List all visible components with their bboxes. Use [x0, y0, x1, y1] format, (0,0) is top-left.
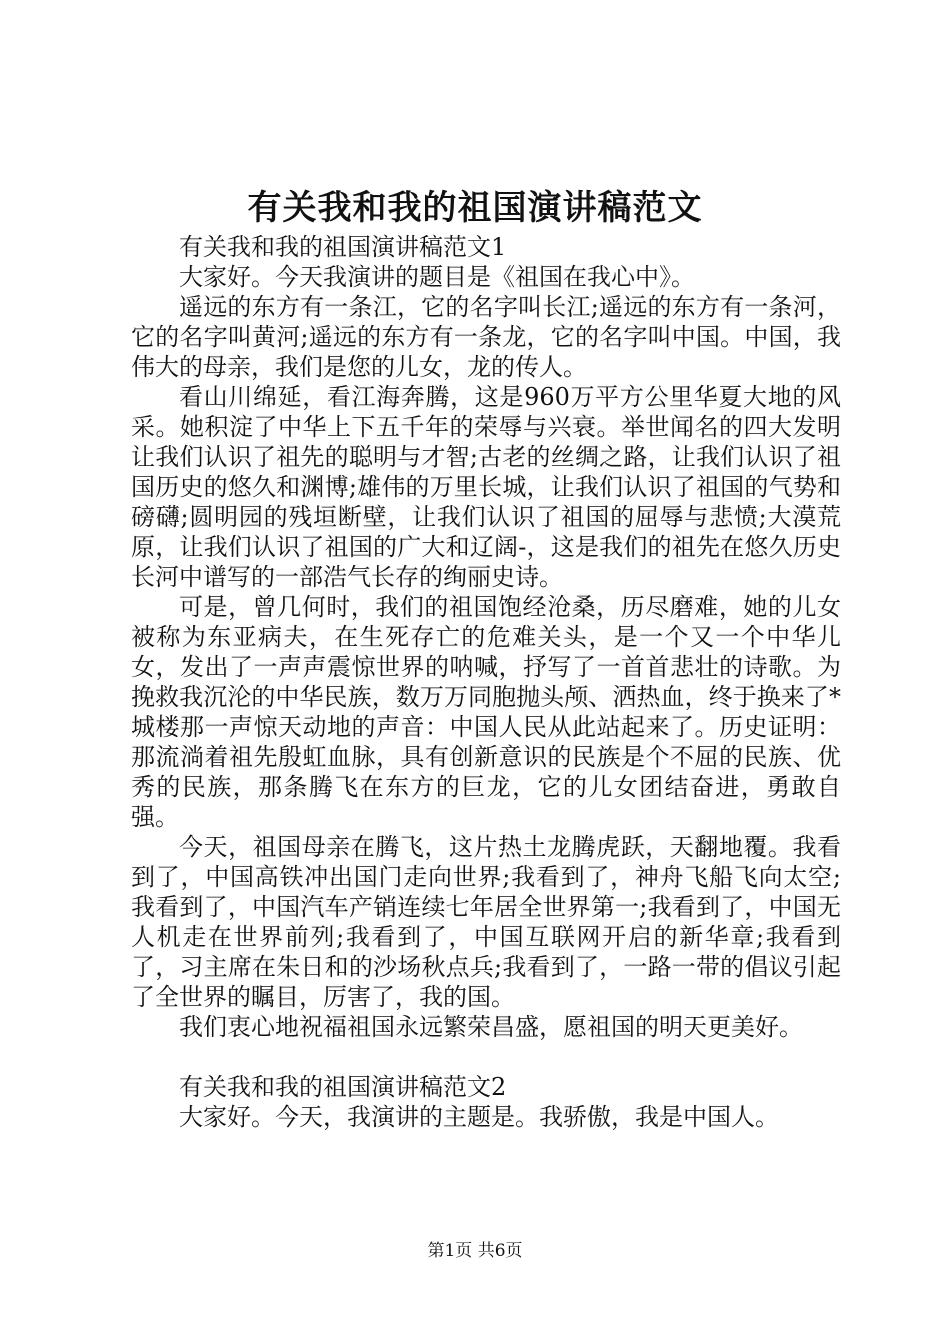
paragraph-today: 今天，祖国母亲在腾飞，这片热土龙腾虎跃，天翻地覆。我看到了，中国高铁冲出国门走向世界;我看到了，神舟飞船飞向太空;我看到了，中国汽车产销连续七年居全世界第一;我看到了，中国无人机走在世界前列;我看到了，中国互联网开启的新华章;我看到了，习主席在朱日和的沙场秋点兵;我看到了，一路一带的倡议引起了全世界的瞩目，厉害了，我的国。 [131, 833, 841, 1011]
paragraph-greeting-1: 大家好。今天我演讲的题目是《祖国在我心中》。 [179, 263, 695, 291]
section-heading-2: 有关我和我的祖国演讲稿范文2 [179, 1073, 507, 1101]
paragraph-spacer [131, 1042, 841, 1072]
page-footer: 第1页 共6页 [427, 1241, 523, 1261]
document-title: 有关我和我的祖国演讲稿范文 [247, 188, 703, 228]
paragraph-blessing: 我们衷心地祝福祖国永远繁荣昌盛，愿祖国的明天更美好。 [179, 1013, 803, 1041]
section-heading-1: 有关我和我的祖国演讲稿范文1 [179, 233, 507, 261]
paragraph-history: 可是，曾几何时，我们的祖国饱经沧桑，历尽磨难，她的儿女被称为东亚病夫，在生死存亡的危难关头，是一个又一个中华儿女，发出了一声声震惊世界的呐喊，抒写了一首首悲壮的诗歌。为挽救我沉沦的中华民族，数万万同胞抛头颅、洒热血，终于换来了*城楼那一声惊天动地的声音：中国人民从此站起来了。历史证明：那流淌着祖先殷虹血脉，具有创新意识的民族是个不屈的民族、优秀的民族，那条腾飞在东方的巨龙，它的儿女团结奋进，勇敢自强。 [131, 593, 841, 831]
paragraph-greeting-2: 大家好。今天，我演讲的主题是。我骄傲，我是中国人。 [179, 1103, 779, 1131]
paragraph-rivers: 遥远的东方有一条江，它的名字叫长江;遥远的东方有一条河，它的名字叫黄河;遥远的东方有一条龙，它的名字叫中国。中国，我伟大的母亲，我们是您的儿女，龙的传人。 [131, 293, 841, 381]
paragraph-landscape: 看山川绵延，看江海奔腾，这是960万平方公里华夏大地的风采。她积淀了中华上下五千年的荣辱与兴衰。举世闻名的四大发明让我们认识了祖先的聪明与才智;古老的丝绸之路，让我们认识了祖国历史的悠久和渊博;雄伟的万里长城，让我们认识了祖国的气势和磅礴;圆明园的残垣断壁，让我们认识了祖国的屈辱与悲愤;大漠荒原，让我们认识了祖国的广大和辽阔-，这是我们的祖先在悠久历史长河中谱写的一部浩气长存的绚丽史诗。 [131, 383, 841, 591]
document-body [131, 232, 841, 1132]
